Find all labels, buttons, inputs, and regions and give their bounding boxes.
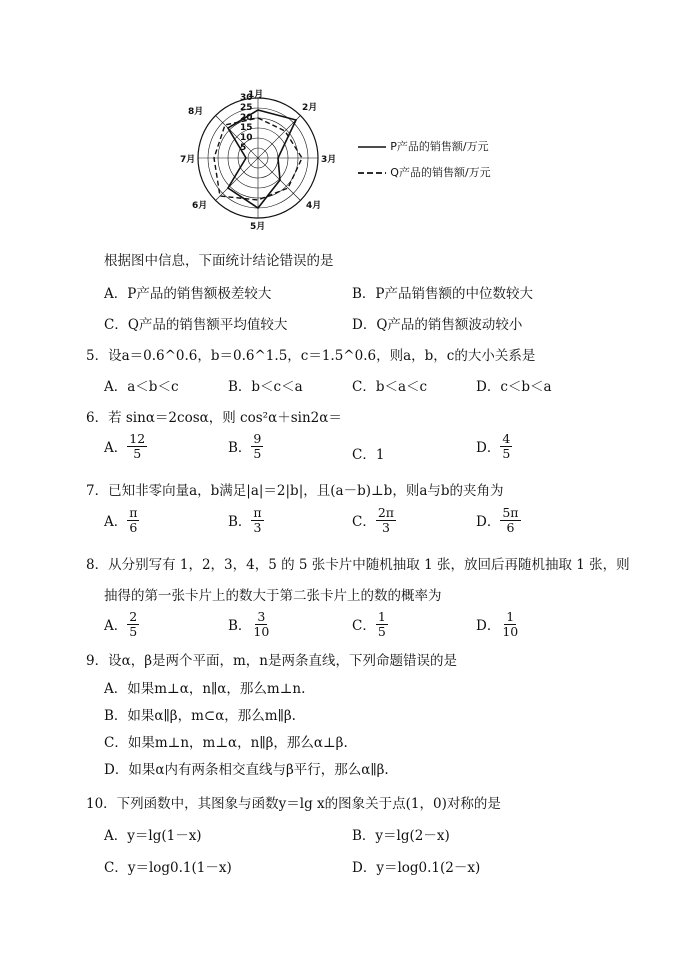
q7-option-c: [352, 506, 396, 535]
q6-b-num: 9: [253, 431, 262, 446]
tick-30: 30: [240, 93, 253, 103]
q6-option-b: [228, 432, 263, 461]
q8-stem-line2: 抽得的第一张卡片上的数大于第二张卡片上的数的概率为: [104, 588, 442, 604]
tick-15: 15: [240, 123, 253, 133]
q7-c-num: 2π: [377, 505, 395, 520]
q8-b-label: B．: [228, 618, 252, 635]
q8-option-c: [352, 610, 388, 639]
q7-b-den: 3: [253, 519, 262, 535]
q7-b-label: B．: [228, 514, 252, 531]
legend-p-line: [358, 142, 386, 152]
legend-p: [358, 138, 489, 154]
q8-a-label: A．: [104, 618, 128, 635]
q7-a-num: π: [129, 505, 138, 520]
q6-d-num: 4: [502, 431, 511, 446]
q8-d-num: 1: [506, 609, 515, 624]
q8-option-a: [104, 610, 139, 639]
legend-q-label: Q产品的销售额/万元: [390, 166, 491, 179]
label-jul: 7月: [180, 155, 196, 165]
q8-a-num: 2: [129, 609, 138, 624]
q7-option-a: [104, 506, 139, 535]
label-mar: 3月: [321, 155, 337, 165]
label-may: 5月: [250, 222, 266, 232]
q4-option-d: D．Q产品的销售额波动较小: [352, 317, 523, 333]
q5-option-c: C．b＜a＜c: [352, 379, 428, 395]
q6-a-den: 5: [133, 445, 142, 461]
q7-a-den: 6: [129, 519, 138, 535]
q6-option-d: [476, 432, 512, 461]
q8-c-num: 1: [377, 609, 386, 624]
q7-b-num: π: [253, 505, 262, 520]
q5-option-d: D．c＜b＜a: [476, 379, 552, 395]
q6-b-label: B．: [228, 440, 252, 457]
q6-b-den: 5: [253, 445, 262, 461]
q9-option-a: A．如果m⊥α，n∥α，那么m⊥n.: [104, 681, 306, 697]
q4-option-a: A．P产品的销售额极差较大: [104, 286, 272, 302]
q9-option-d: D．如果α内有两条相交直线与β平行，那么α∥β.: [104, 762, 389, 778]
q7-a-label: A．: [104, 514, 128, 531]
q6-a-label: A．: [104, 440, 128, 457]
q5-stem: 5．设a＝0.6^0.6，b＝0.6^1.5，c＝1.5^0.6，则a，b，c的大小关系是: [86, 348, 536, 364]
label-aug: 8月: [188, 107, 204, 117]
q8-d-label: D．: [476, 618, 501, 635]
q6-d-label: D．: [476, 440, 501, 457]
label-apr: 4月: [306, 201, 322, 211]
legend-p-label: P产品的销售额/万元: [390, 140, 489, 153]
label-feb: 2月: [302, 103, 318, 113]
q9-stem: 9．设α，β是两个平面，m，n是两条直线，下列命题错误的是: [86, 653, 458, 669]
q7-c-den: 3: [381, 519, 390, 535]
q8-stem-line1: 8．从分别写有 1，2，3，4，5 的 5 张卡片中随机抽取 1 张，放回后再随机抽取 1 张，则: [86, 557, 630, 573]
q7-option-d: [476, 506, 521, 535]
tick-20: 20: [240, 113, 253, 123]
q8-d-den: 10: [502, 623, 519, 639]
q10-option-b: B．y＝lg(2－x): [352, 828, 450, 844]
label-jan: 1月: [248, 90, 264, 100]
q6-d-den: 5: [502, 445, 511, 461]
tick-5: 5: [240, 143, 247, 153]
q4-option-b: B．P产品销售额的中位数较大: [352, 286, 534, 302]
q8-a-den: 5: [129, 623, 138, 639]
q6-a-num: 12: [129, 431, 146, 446]
legend-q-line: [358, 168, 386, 178]
tick-25: 25: [240, 103, 253, 113]
q5-option-a: A．a＜b＜c: [104, 379, 179, 395]
q4-intro: 根据图中信息，下面统计结论错误的是: [104, 253, 334, 269]
q4-option-c: C．Q产品的销售额平均值较大: [104, 317, 288, 333]
q8-option-b: [228, 610, 271, 639]
q10-option-c: C．y＝log0.1(1－x): [104, 860, 232, 876]
q10-option-a: A．y＝lg(1－x): [104, 828, 202, 844]
q7-d-label: D．: [476, 514, 501, 531]
q9-option-c: C．如果m⊥n，m⊥α，n∥β，那么α⊥β.: [104, 735, 348, 751]
q9-option-b: B．如果α∥β，m⊂α，那么m∥β.: [104, 708, 296, 724]
q5-option-b: B．b＜c＜a: [228, 379, 303, 395]
q10-option-d: D．y＝log0.1(2－x): [352, 860, 481, 876]
tick-10: 10: [240, 133, 253, 143]
q8-b-num: 3: [257, 609, 266, 624]
label-jun: 6月: [192, 201, 208, 211]
q7-d-den: 6: [506, 519, 515, 535]
q8-b-den: 10: [253, 623, 270, 639]
q7-option-b: [228, 506, 264, 535]
q6-option-a: [104, 432, 147, 461]
q8-c-label: C．: [352, 618, 376, 635]
q10-stem: 10．下列函数中，其图象与函数y＝lg x的图象关于点(1，0)对称的是: [86, 796, 501, 812]
q6-option-c: C．1: [352, 447, 385, 463]
legend-q: [358, 164, 491, 180]
q7-d-num: 5π: [502, 505, 519, 520]
q7-c-label: C．: [352, 514, 376, 531]
q7-stem: 7．已知非零向量a，b满足|a|＝2|b|，且(a－b)⊥b，则a与b的夹角为: [86, 483, 504, 499]
q6-stem: 6．若 sinα＝2cosα，则 cos²α＋sin2α＝: [86, 410, 342, 426]
radar-chart: [180, 88, 340, 232]
q8-c-den: 5: [377, 623, 386, 639]
q8-option-d: [476, 610, 520, 639]
